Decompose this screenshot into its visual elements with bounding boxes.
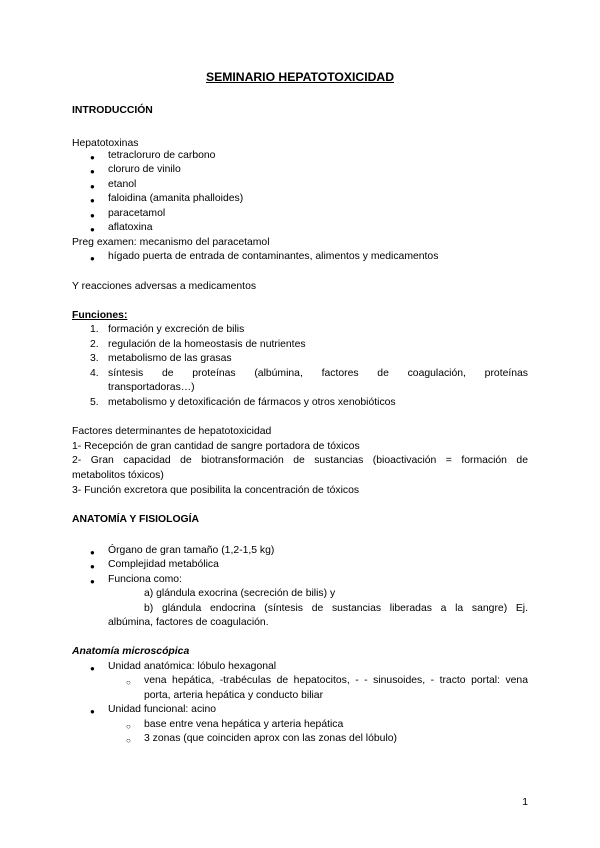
list-item: formación y excreción de bilis [108,324,245,335]
list-item: metabolismo de las grasas [108,353,232,364]
bullet-icon: ● [90,211,95,220]
factores-line: metabolitos tóxicos) [72,470,164,481]
list-item: hígado puerta de entrada de contaminantes, alimentos y medicamentos [108,251,439,262]
list-item: síntesis de proteínas (albúmina, factores de coagulación, proteínas [108,368,528,379]
list-item: paracetamol [108,208,166,219]
bullet-icon: ● [90,562,95,571]
intro-heading: INTRODUCCIÓN [72,105,153,116]
list-item: Complejidad metabólica [108,559,219,570]
list-item: aflatoxina [108,222,153,233]
bullet-icon: ● [90,664,95,673]
sub-list-item-continuation: porta, arteria hepática y conducto biliar [144,690,324,701]
hollow-bullet-icon: ○ [126,736,131,745]
list-number: 4. [90,368,99,379]
bullet-icon: ● [90,153,95,162]
bullet-icon: ● [90,196,95,205]
bullet-icon: ● [90,182,95,191]
list-item: tetracloruro de carbono [108,150,216,161]
sub-item-b: b) glándula endocrina (síntesis de sustancias liberadas a la sangre) Ej. [144,603,528,614]
list-item: etanol [108,179,137,190]
bullet-icon: ● [90,577,95,586]
factores-heading: Factores determinantes de hepatotoxicidad [72,426,272,437]
list-item: Órgano de gran tamaño (1,2-1,5 kg) [108,545,275,556]
factores-line: 3- Función excretora que posibilita la concentración de tóxicos [72,485,360,496]
anatomia-heading: ANATOMÍA Y FISIOLOGÍA [72,514,200,525]
hepatotoxinas-label: Hepatotoxinas [72,138,139,149]
page-number: 1 [522,797,528,808]
list-item: faloidina (amanita phalloides) [108,193,244,204]
list-item-continuation: transportadoras…) [108,382,195,393]
funciones-heading: Funciones: [72,310,128,321]
factores-line: 1- Recepción de gran cantidad de sangre portadora de tóxicos [72,441,360,452]
list-item: regulación de la homeostasis de nutrientes [108,339,306,350]
bullet-icon: ● [90,254,95,263]
page-title: SEMINARIO HEPATOTOXICIDAD [205,70,395,84]
list-number: 3. [90,353,99,364]
preg-examen: Preg examen: mecanismo del paracetamol [72,237,270,248]
reacciones-text: Y reacciones adversas a medicamentos [72,281,257,292]
list-item: cloruro de vinilo [108,164,181,175]
list-item: Unidad funcional: acino [108,704,217,715]
list-item: metabolismo y detoxificación de fármacos y otros xenobióticos [108,397,396,408]
hollow-bullet-icon: ○ [126,722,131,731]
sub-list-item: base entre vena hepática y arteria hepática [144,719,344,730]
list-number: 2. [90,339,99,350]
factores-line: 2- Gran capacidad de biotransformación de sustancias (bioactivación = formación de [72,455,528,466]
list-number: 5. [90,397,99,408]
hollow-bullet-icon: ○ [126,678,131,687]
bullet-icon: ● [90,548,95,557]
sub-item-b-continuation: albúmina, factores de coagulación. [108,617,269,628]
sub-list-item: vena hepática, -trabéculas de hepatocitos, - - sinusoides, - tracto portal: vena [144,675,528,686]
bullet-icon: ● [90,707,95,716]
sub-list-item: 3 zonas (que coinciden aprox con las zonas del lóbulo) [144,733,397,744]
list-number: 1. [90,324,99,335]
sub-item-a: a) glándula exocrina (secreción de bilis) y [144,588,336,599]
bullet-icon: ● [90,225,95,234]
bullet-icon: ● [90,167,95,176]
micro-heading: Anatomía microscópica [72,646,190,657]
list-item: Unidad anatómica: lóbulo hexagonal [108,661,277,672]
list-item: Funciona como: [108,574,182,585]
